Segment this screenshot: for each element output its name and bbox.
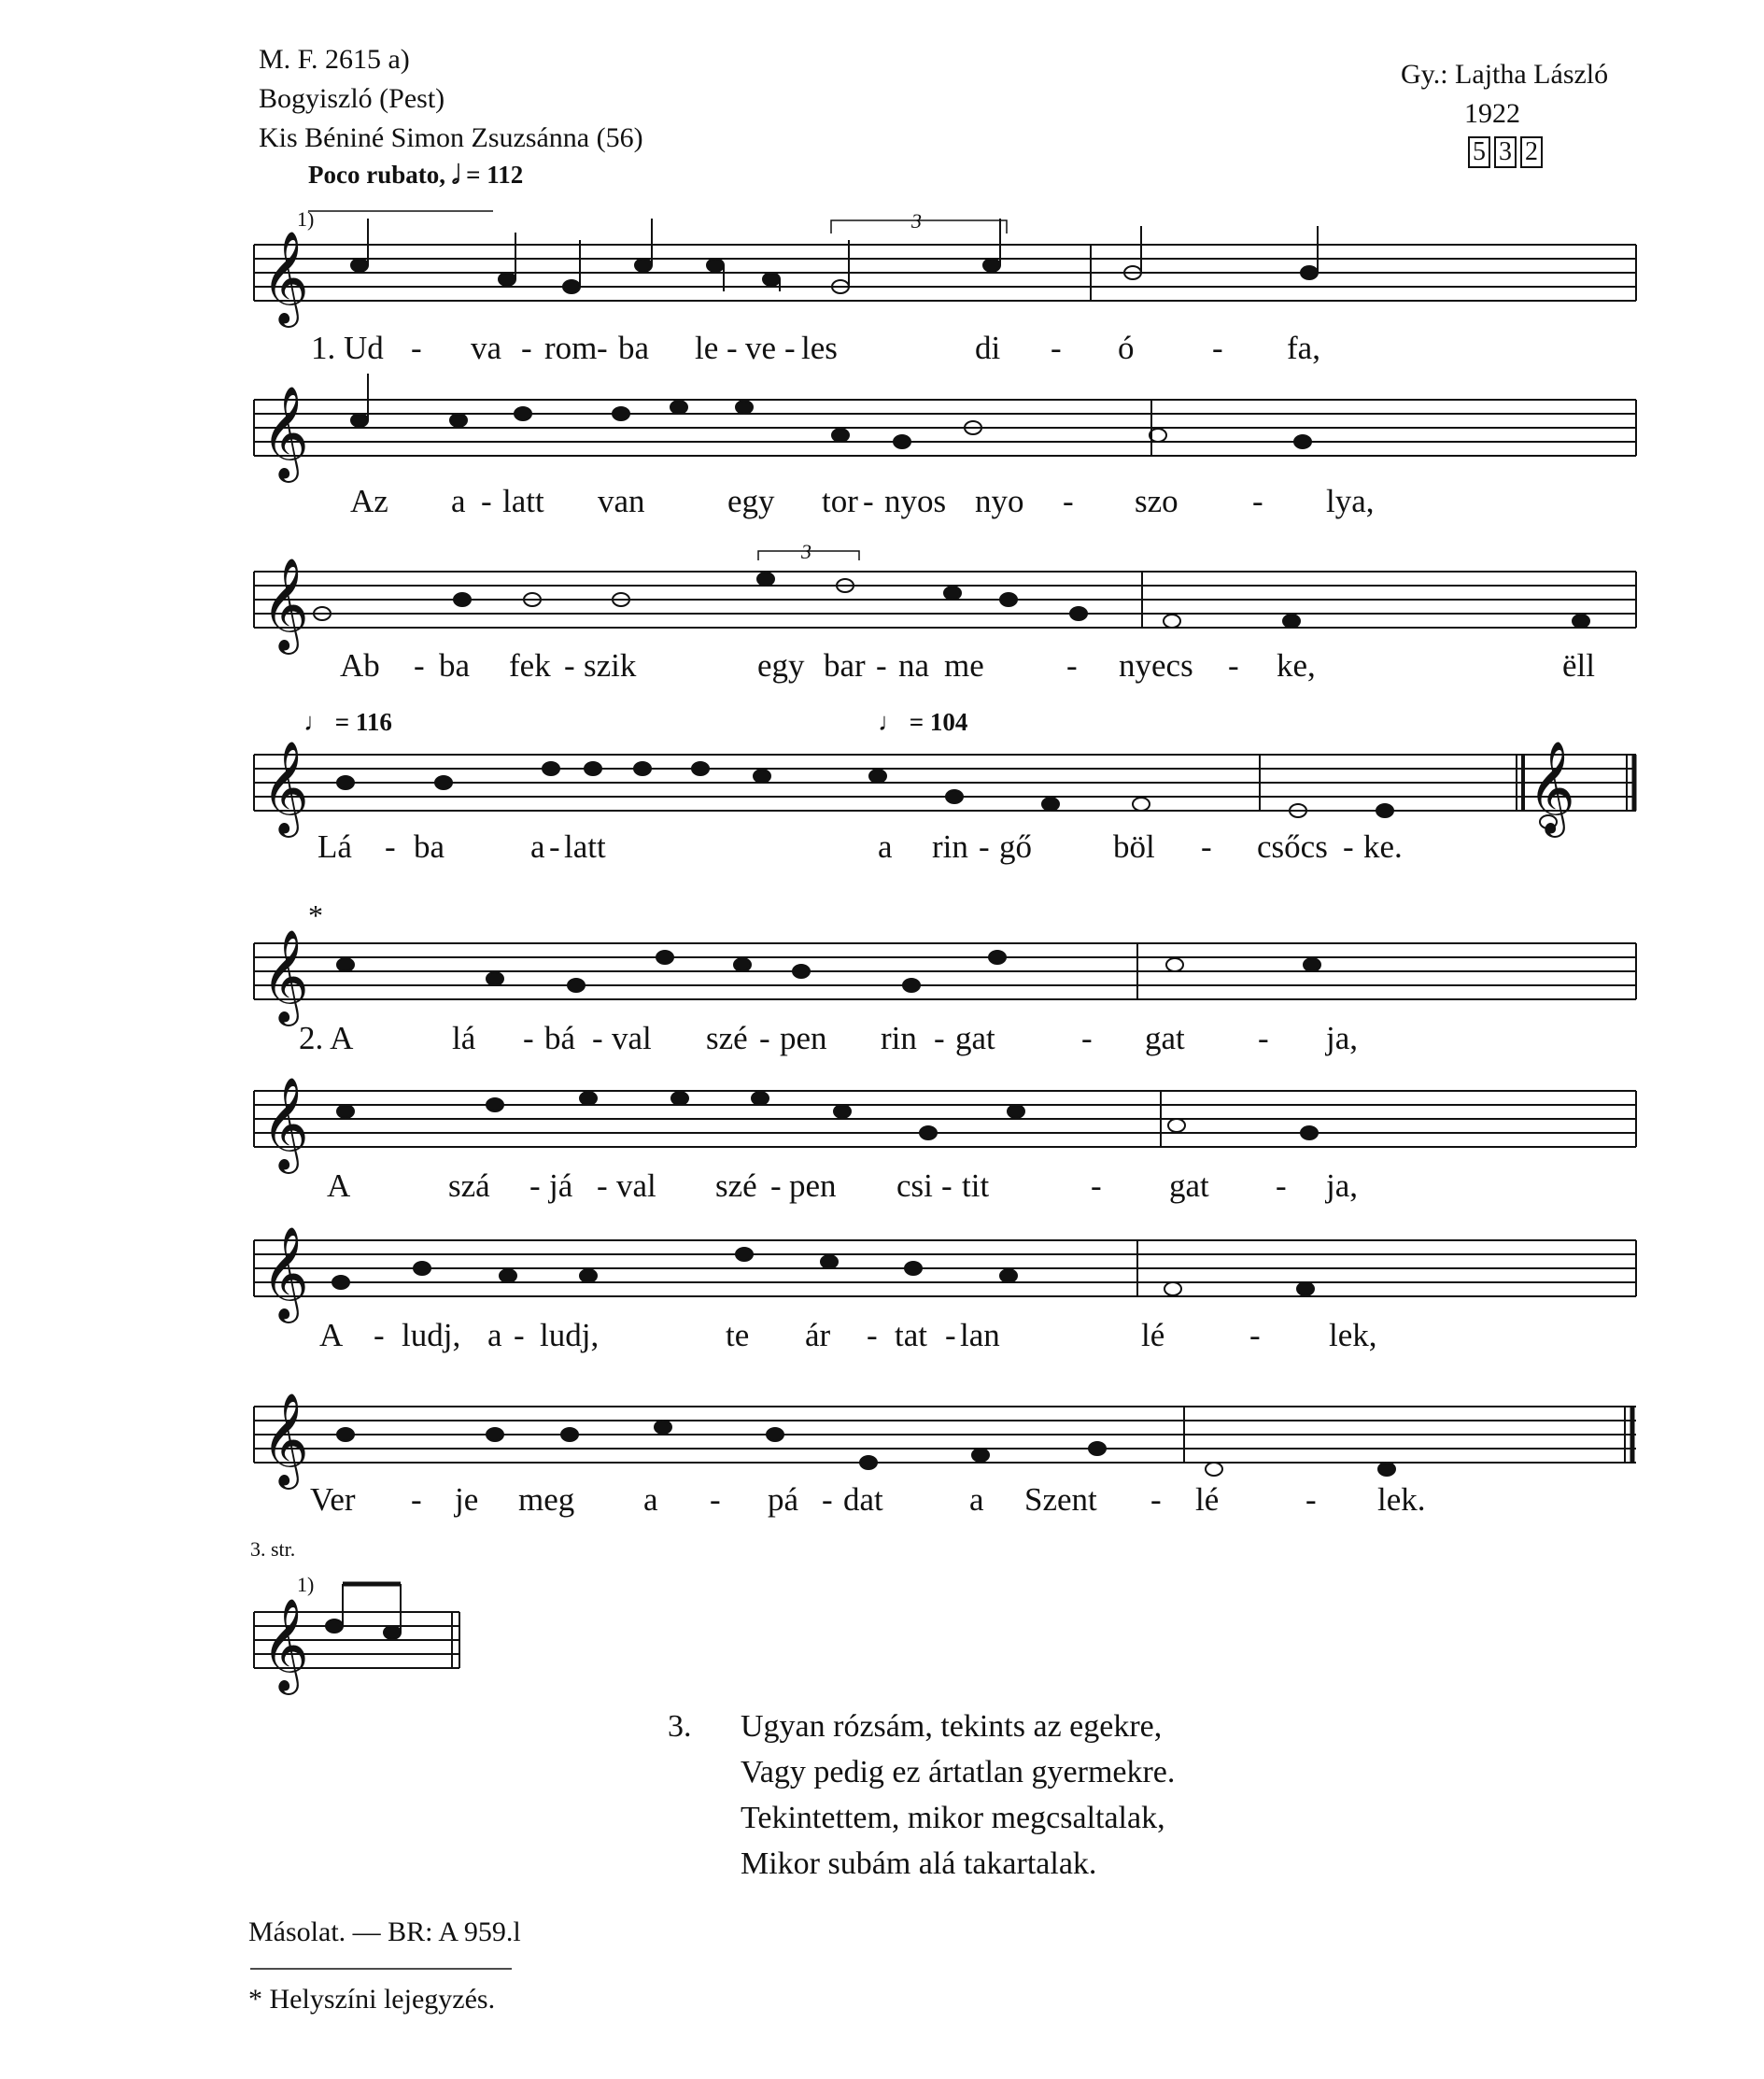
lyric-syllable: ár	[805, 1317, 831, 1353]
catalog-number: M. F. 2615 a)	[259, 44, 410, 75]
lyric-syllable: Az	[350, 483, 388, 519]
lyric-hyphen: -	[564, 647, 575, 684]
variant-footnote-ref: 1)	[297, 1573, 315, 1596]
lyric-syllable: csőcs	[1257, 828, 1328, 865]
lyric-hyphen: -	[411, 1481, 422, 1518]
tempo-value: = 112	[466, 161, 524, 189]
lyric-syllable: nyecs	[1119, 647, 1193, 684]
lyric-syllable: szé	[715, 1167, 757, 1204]
treble-clef-icon: 𝄞	[261, 231, 309, 324]
lyric-hyphen: -	[597, 1167, 608, 1204]
lyric-syllable: dat	[843, 1481, 883, 1518]
lyric-syllable: ludj,	[402, 1317, 461, 1353]
lyric-hyphen: -	[1091, 1167, 1102, 1204]
lyric-hyphen: -	[727, 330, 738, 366]
lyric-hyphen: -	[945, 1317, 956, 1353]
lyric-syllable: ja,	[1326, 1167, 1359, 1204]
source-reference: Másolat. — BR: A 959.l	[248, 1916, 521, 1947]
lyric-hyphen: -	[979, 828, 990, 865]
quarter-note-icon: ♩	[878, 708, 903, 736]
lyric-hyphen: -	[549, 828, 560, 865]
lyric-syllable: Szent	[1024, 1481, 1097, 1518]
lyric-hyphen: -	[1150, 1481, 1162, 1518]
lyric-syllable: böl	[1113, 828, 1155, 865]
lyric-syllable: tit	[962, 1167, 990, 1204]
lyric-hyphen: -	[867, 1317, 878, 1353]
lyric-syllable: ëll	[1562, 647, 1595, 684]
meter-code: 2	[1520, 136, 1543, 168]
lyric-syllable: lan	[960, 1317, 1000, 1353]
lyric-syllable: ba	[439, 647, 471, 684]
lyric-syllable: ve	[745, 330, 777, 366]
lyric-syllable: 1. Ud	[311, 330, 384, 366]
lyric-hyphen: -	[934, 1020, 945, 1056]
lyric-hyphen: -	[1249, 1317, 1261, 1353]
lyric-hyphen: -	[941, 1167, 953, 1204]
lyric-syllable: gat	[1145, 1020, 1185, 1056]
lyric-syllable: fa,	[1287, 330, 1320, 366]
lyric-syllable: a	[451, 483, 466, 519]
treble-clef-icon: 𝄞	[261, 1598, 309, 1691]
lyric-syllable: a	[487, 1317, 502, 1353]
lyric-hyphen: -	[1051, 330, 1062, 366]
lyric-syllable: je	[455, 1481, 479, 1518]
lyric-syllable: ke.	[1363, 828, 1403, 865]
lyric-syllable: egy	[727, 483, 775, 519]
lyric-syllable: ke,	[1277, 647, 1316, 684]
lyric-syllable: rom	[544, 330, 598, 366]
treble-clef-icon: 𝄞	[261, 1077, 309, 1170]
lyric-hyphen: -	[759, 1020, 770, 1056]
stanza-number: 3.	[668, 1709, 692, 1744]
lyric-syllable: ba	[414, 828, 445, 865]
lyric-syllable: gat	[955, 1020, 995, 1056]
lyric-syllable: 2. A	[299, 1020, 354, 1056]
lyric-syllable: nyos	[884, 483, 947, 519]
lyric-syllable: A	[327, 1167, 351, 1204]
lyric-syllable: latt	[502, 483, 544, 519]
stanza-line: Tekintettem, mikor megcsaltalak,	[741, 1801, 1165, 1835]
lyric-hyphen: -	[822, 1481, 833, 1518]
stanza-line: Vagy pedig ez ártatlan gyermekre.	[741, 1755, 1176, 1789]
lyric-syllable: szik	[584, 647, 637, 684]
lyric-syllable: lek,	[1329, 1317, 1377, 1353]
lyric-syllable: latt	[564, 828, 606, 865]
lyric-syllable: szo	[1135, 483, 1178, 519]
lyric-hyphen: -	[863, 483, 874, 519]
treble-clef-icon: 𝄞	[261, 558, 309, 651]
lyric-syllable: pá	[768, 1481, 799, 1518]
staff-8	[254, 1407, 1636, 1463]
asterisk-mark: *	[308, 898, 323, 932]
lyric-syllable: nyo	[975, 483, 1024, 519]
lyric-hyphen: -	[521, 330, 532, 366]
lyric-hyphen: -	[1252, 483, 1263, 519]
recording-place: Bogyiszló (Pest)	[259, 83, 445, 114]
lyric-syllable: tor	[822, 483, 858, 519]
collection-year: 1922	[1464, 98, 1520, 129]
lyric-hyphen: -	[710, 1481, 721, 1518]
treble-clef-icon: 𝄞	[261, 1393, 309, 1486]
lyric-hyphen: -	[1201, 828, 1212, 865]
lyric-hyphen: -	[481, 483, 492, 519]
lyric-hyphen: -	[1305, 1481, 1317, 1518]
lyric-syllable: A	[319, 1317, 344, 1353]
staff-4	[254, 755, 1636, 811]
treble-clef-icon: 𝄞	[261, 1226, 309, 1320]
lyric-hyphen: -	[1066, 647, 1078, 684]
lyric-syllable: csi	[896, 1167, 933, 1204]
staff-6	[254, 1091, 1636, 1147]
lyric-syllable: já	[549, 1167, 573, 1204]
lyric-syllable: szá	[448, 1167, 490, 1204]
footnote-text: * Helyszíni lejegyzés.	[248, 1984, 496, 2015]
footnote-ref: 1)	[297, 207, 315, 231]
triplet-number: 3	[801, 540, 811, 563]
lyric-syllable: rin	[932, 828, 968, 865]
meter-code: 3	[1494, 136, 1517, 168]
stanza-line: Ugyan rózsám, tekints az egekre,	[741, 1709, 1163, 1744]
lyric-syllable: fek	[509, 647, 551, 684]
lyric-syllable: a	[969, 1481, 984, 1518]
lyric-syllable: va	[471, 330, 502, 366]
lyric-hyphen: -	[411, 330, 422, 366]
singer-name: Kis Béniné Simon Zsuzsánna (56)	[259, 122, 643, 153]
triplet-number: 3	[911, 209, 922, 233]
treble-clef-icon: 𝄞	[261, 386, 309, 479]
lyric-hyphen: -	[414, 647, 425, 684]
lyric-syllable: di	[975, 330, 1001, 366]
lyric-syllable: te	[726, 1317, 750, 1353]
lyric-hyphen: -	[1212, 330, 1223, 366]
lyric-syllable: a	[878, 828, 893, 865]
lyric-syllable: Ver	[310, 1481, 356, 1518]
stanza-line: Mikor subám alá takartalak.	[741, 1846, 1097, 1881]
lyric-hyphen: -	[374, 1317, 385, 1353]
lyric-syllable: le	[695, 330, 719, 366]
lyric-syllable: pen	[780, 1020, 827, 1056]
lyric-syllable: a	[643, 1481, 658, 1518]
lyric-syllable: tat	[895, 1317, 927, 1353]
lyric-syllable: lya,	[1326, 483, 1375, 519]
lyric-syllable: egy	[757, 647, 805, 684]
quarter-note-icon: ♩	[303, 708, 329, 736]
treble-clef-icon: 𝄞	[261, 741, 309, 834]
lyric-syllable: gő	[999, 828, 1032, 865]
lyric-hyphen: -	[1343, 828, 1354, 865]
tempo-text: Poco rubato,	[308, 161, 445, 189]
staff-1	[254, 245, 1636, 301]
lyric-hyphen: -	[1276, 1167, 1287, 1204]
meter-code: 5	[1468, 136, 1490, 168]
lyric-syllable: me	[944, 647, 984, 684]
lyric-hyphen: -	[1081, 1020, 1093, 1056]
lyric-syllable: val	[616, 1167, 656, 1204]
lyric-hyphen: -	[1258, 1020, 1269, 1056]
staff-2	[254, 400, 1636, 456]
tempo-value: = 104	[909, 708, 968, 736]
lyric-syllable: ludj,	[540, 1317, 600, 1353]
lyric-syllable: ja,	[1326, 1020, 1359, 1056]
lyric-syllable: Lá	[318, 828, 352, 865]
lyric-syllable: bar	[824, 647, 866, 684]
stanza-3-text	[741, 1704, 1175, 1887]
lyric-syllable: lé	[1141, 1317, 1165, 1353]
treble-clef-icon: 𝄞	[261, 929, 309, 1023]
lyric-syllable: lek.	[1377, 1481, 1426, 1518]
lyric-hyphen: -	[784, 330, 796, 366]
lyric-syllable: Ab	[340, 647, 380, 684]
lyric-hyphen: -	[770, 1167, 782, 1204]
treble-clef-icon: 𝄞	[1528, 741, 1575, 834]
lyric-hyphen: -	[523, 1020, 534, 1056]
half-note-icon: 𝅗𝅥	[451, 161, 460, 189]
lyric-syllable: a	[530, 828, 545, 865]
lyric-syllable: gat	[1169, 1167, 1209, 1204]
lyric-hyphen: -	[597, 330, 608, 366]
lyric-hyphen: -	[876, 647, 887, 684]
lyric-syllable: val	[612, 1020, 652, 1056]
lyric-syllable: pen	[789, 1167, 837, 1204]
lyric-hyphen: -	[1228, 647, 1239, 684]
lyric-syllable: ó	[1118, 330, 1135, 366]
lyric-hyphen: -	[385, 828, 396, 865]
note-heads	[314, 219, 1589, 1639]
collector: Gy.: Lajtha László	[1401, 59, 1609, 90]
lyric-syllable: bá	[544, 1020, 576, 1056]
lyric-syllable: meg	[518, 1481, 575, 1518]
variant-label: 3. str.	[250, 1537, 296, 1561]
staff-5	[254, 943, 1636, 999]
lyric-hyphen: -	[514, 1317, 525, 1353]
lyric-syllable: les	[801, 330, 838, 366]
lyric-syllable: lé	[1195, 1481, 1220, 1518]
lyric-hyphen: -	[592, 1020, 603, 1056]
lyric-syllable: szé	[706, 1020, 748, 1056]
lyric-hyphen: -	[1063, 483, 1074, 519]
lyric-syllable: van	[598, 483, 645, 519]
lyric-syllable: lá	[452, 1020, 476, 1056]
staff-7	[254, 1240, 1636, 1296]
tempo-value: = 116	[334, 708, 392, 736]
lyric-hyphen: -	[529, 1167, 541, 1204]
lyric-syllable: na	[898, 647, 930, 684]
lyric-syllable: rin	[881, 1020, 917, 1056]
lyric-syllable: ba	[618, 330, 650, 366]
